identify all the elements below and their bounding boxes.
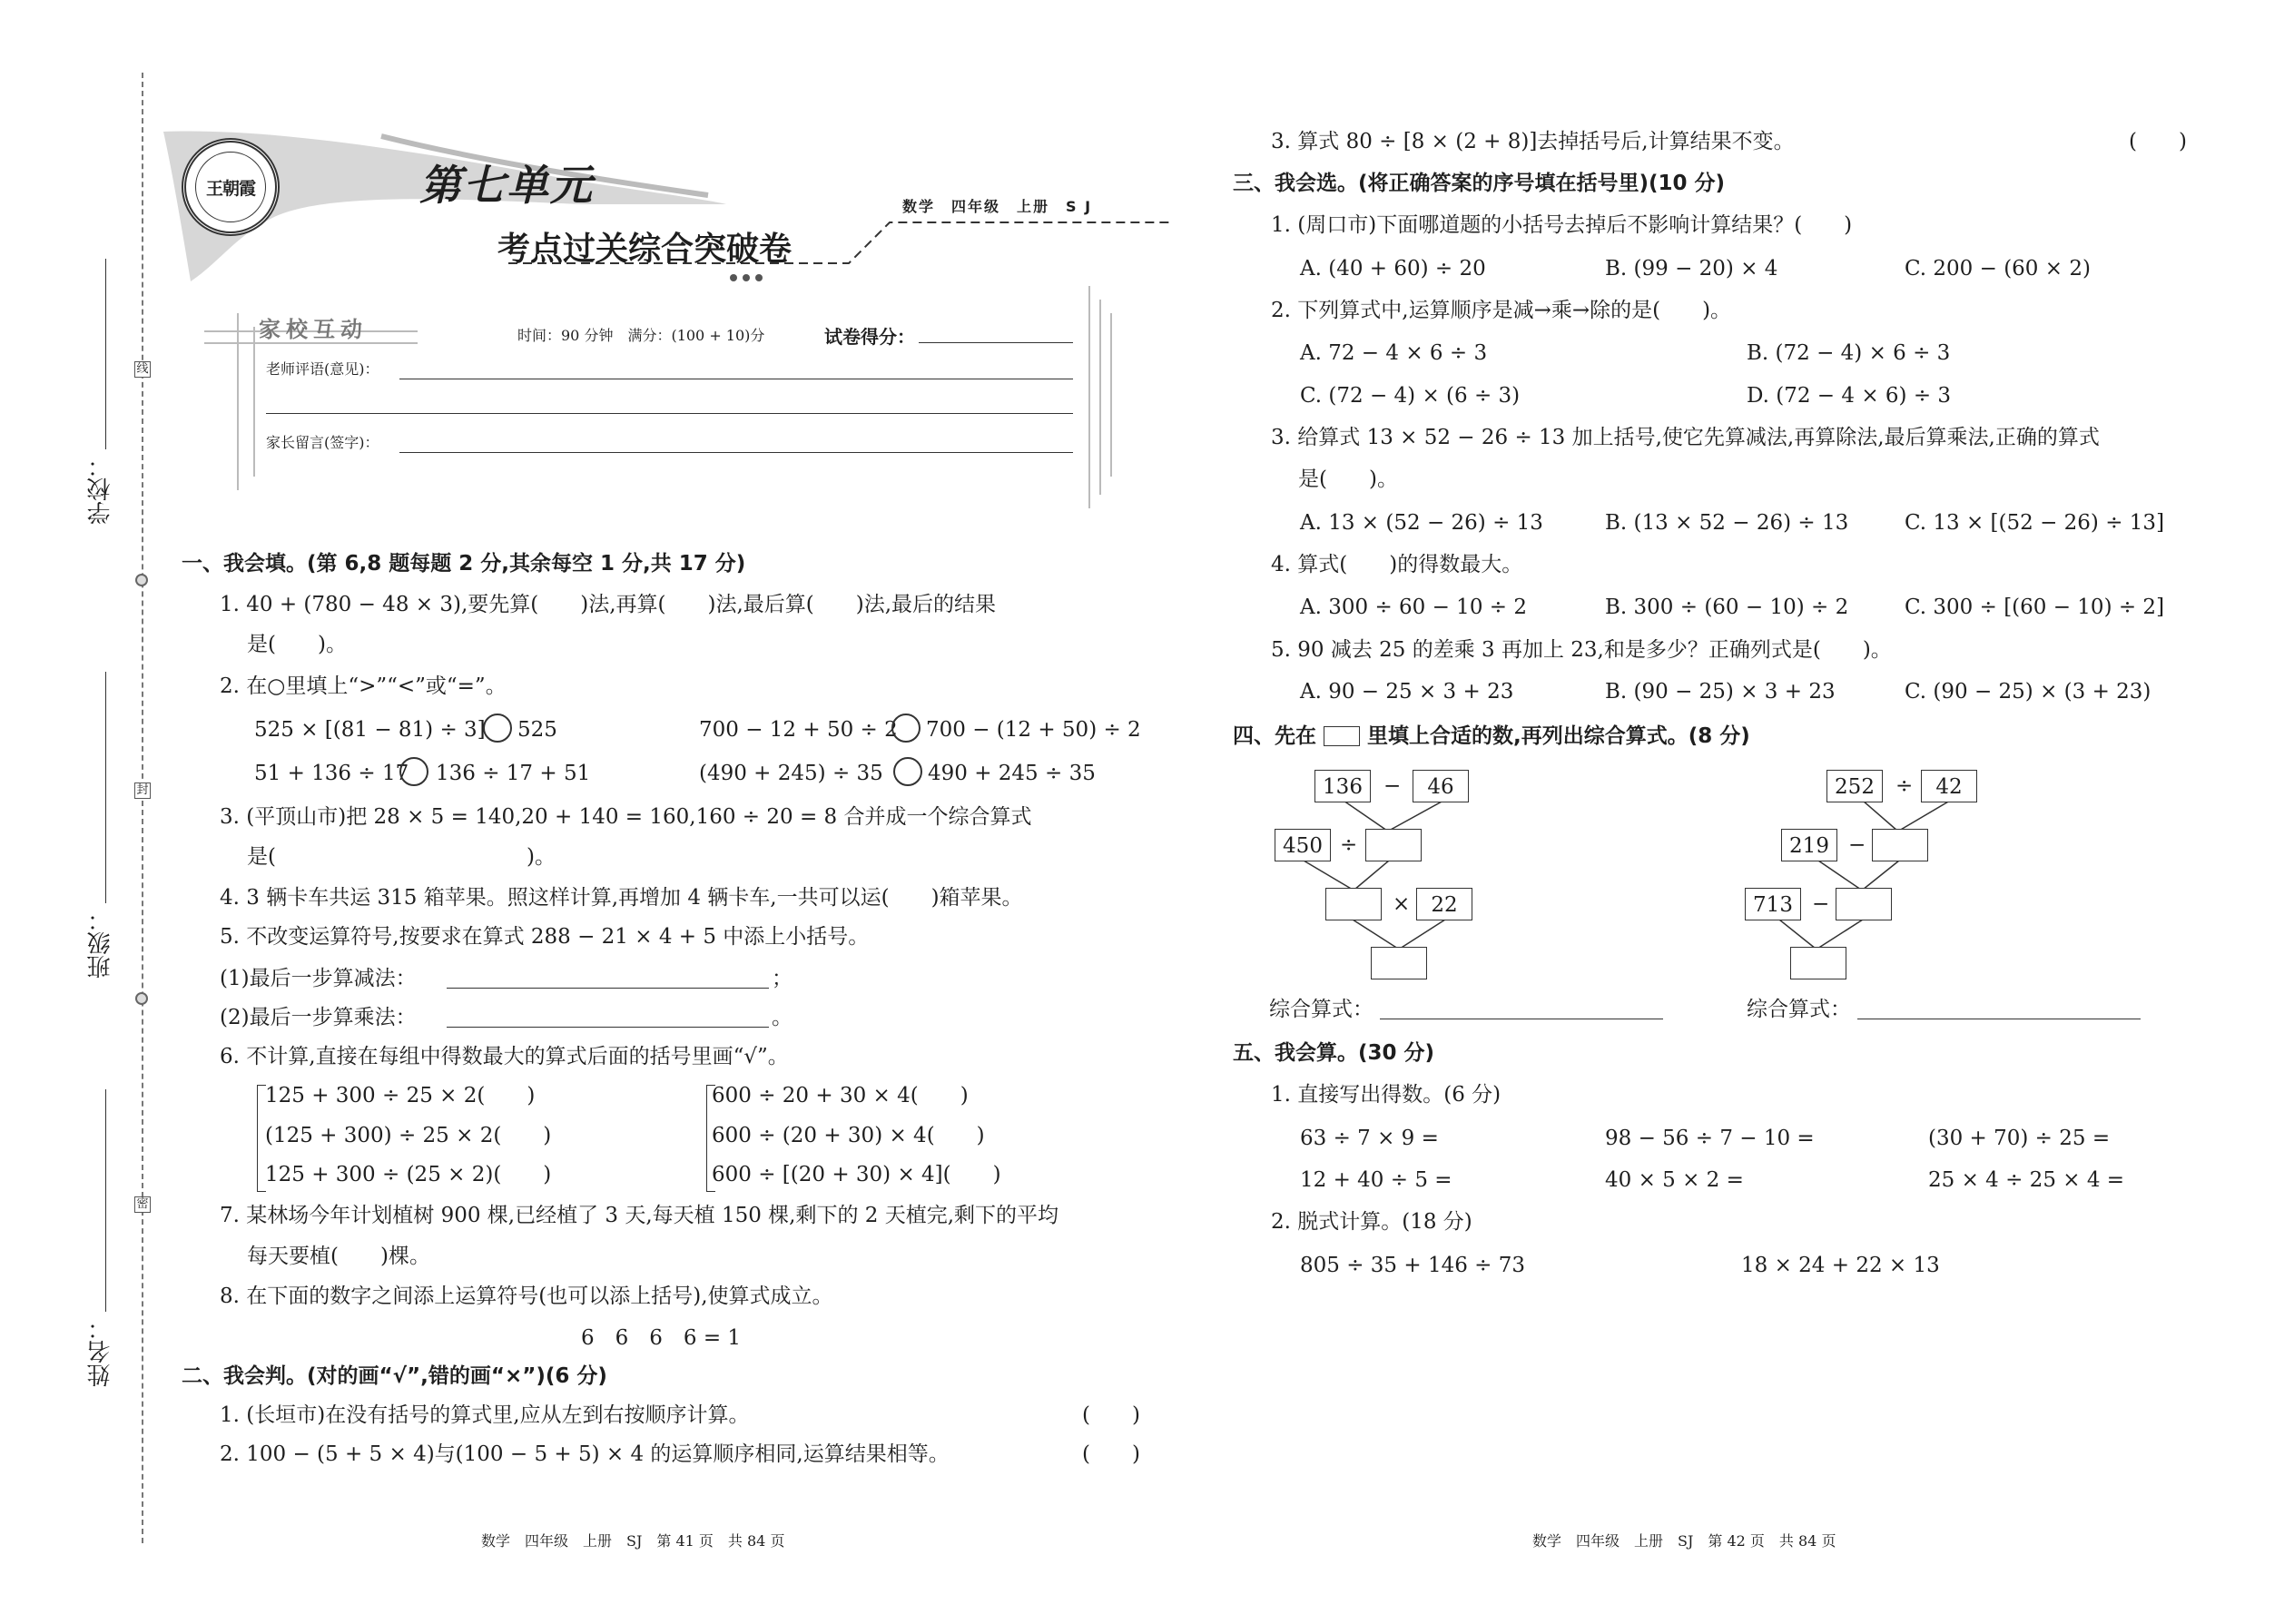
d2-blank-result[interactable] xyxy=(1790,947,1846,979)
j1-answer[interactable]: ( ) xyxy=(1082,1403,1140,1427)
j2-text: 2. 100 − (5 + 5 × 4)与(100 − 5 + 5) × 4 的运算顺序相同,运算结果相等。 xyxy=(220,1442,950,1466)
d2-op-divide: ÷ xyxy=(1895,774,1914,798)
seal-mark-seal: 封 xyxy=(134,782,151,799)
k1-item-2[interactable]: 98 − 56 ÷ 7 − 10 = xyxy=(1605,1127,1815,1150)
d1-blank-result[interactable] xyxy=(1371,947,1427,979)
parent-note-label: 家长留言(签字)： xyxy=(266,434,379,451)
class-label: 班级： xyxy=(87,908,114,979)
q6-prompt: 6. 不计算,直接在每组中得数最大的算式后面的括号里画“√”。 xyxy=(220,1045,789,1068)
c1-option-a[interactable]: A. (40 + 60) ÷ 20 xyxy=(1300,257,1486,281)
seal-mark-secret: 密 xyxy=(134,1196,151,1213)
d1-box-450: 450 xyxy=(1275,829,1331,861)
d1-blank-1[interactable] xyxy=(1365,829,1422,861)
k2-item-2[interactable]: 18 × 24 + 22 × 13 xyxy=(1741,1254,1940,1277)
c4-option-a[interactable]: A. 300 ÷ 60 − 10 ÷ 2 xyxy=(1300,595,1527,619)
q2-right-4: 490 + 245 ÷ 35 xyxy=(928,762,1096,785)
c5-text: 5. 90 减去 25 的差乘 3 再加上 23,和是多少？正确列式是( )。 xyxy=(1271,638,1892,662)
j3-answer[interactable]: ( ) xyxy=(2129,130,2187,153)
c3-option-b[interactable]: B. (13 × 52 − 26) ÷ 13 xyxy=(1605,511,1849,535)
d2-box-252: 252 xyxy=(1826,770,1883,802)
c1-text: 1. (周口市)下面哪道题的小括号去掉后不影响计算结果？( ) xyxy=(1271,213,1853,237)
home-school-badge: 家校互动 xyxy=(259,317,368,342)
q3-line-b: 是( )。 xyxy=(247,845,556,869)
q2-right-1: 525 xyxy=(517,718,557,742)
c3-line-b: 是( )。 xyxy=(1298,468,1398,491)
q6-a2: (125 + 300) ÷ 25 × 2( ) xyxy=(265,1124,552,1147)
q2-expr-4: (490 + 245) ÷ 35 xyxy=(699,762,883,785)
j1-text: 1. (长垣市)在没有括号的算式里,应从左到右按顺序计算。 xyxy=(220,1403,750,1427)
right-page-footer: 数学 四年级 上册 SJ 第 42 页 共 84 页 xyxy=(1532,1532,1836,1550)
d1-formula-label: 综合算式： xyxy=(1269,998,1373,1021)
q5: 5. 不改变运算符号,按要求在算式 288 − 21 × 4 + 5 中添上小括号。 xyxy=(220,925,870,949)
c4-option-c[interactable]: C. 300 ÷ [(60 − 10) ÷ 2] xyxy=(1905,595,2165,619)
j2-answer[interactable]: ( ) xyxy=(1082,1442,1140,1466)
school-label: 学校： xyxy=(87,454,114,525)
c2-option-b[interactable]: B. (72 − 4) × 6 ÷ 3 xyxy=(1747,341,1951,365)
q7-line-b: 每天要植( )棵。 xyxy=(247,1245,430,1268)
d1-op-divide: ÷ xyxy=(1340,833,1358,857)
q5-part-2: (2)最后一步算乘法： xyxy=(220,1006,417,1029)
d2-blank-1[interactable] xyxy=(1872,829,1928,861)
d2-box-42: 42 xyxy=(1921,770,1977,802)
d2-op-minus-2: − xyxy=(1812,892,1830,916)
k1-item-4[interactable]: 12 + 40 ÷ 5 = xyxy=(1300,1168,1452,1192)
d2-box-219: 219 xyxy=(1781,829,1837,861)
d1-box-46: 46 xyxy=(1413,770,1469,802)
q2-expr-2: 700 − 12 + 50 ÷ 2 xyxy=(699,718,898,742)
q2-right-2: 700 − (12 + 50) ÷ 2 xyxy=(926,718,1141,742)
q3-line-a: 3. (平顶山市)把 28 × 5 = 140,20 + 140 = 160,160 ÷ 20 = 8 合并成一个综合算式 xyxy=(220,805,1032,829)
c1-option-b[interactable]: B. (99 − 20) × 4 xyxy=(1605,257,1778,281)
section-2-title: 二、我会判。(对的画“√”,错的画“×”)(6 分) xyxy=(182,1364,607,1388)
j3-text: 3. 算式 80 ÷ [8 × (2 + 8)]去掉括号后,计算结果不变。 xyxy=(1271,130,1795,153)
d2-blank-2[interactable] xyxy=(1836,888,1892,920)
c4-text: 4. 算式( )的得数最大。 xyxy=(1271,553,1523,576)
q6-b3: 600 ÷ [(20 + 30) × 4]( ) xyxy=(712,1163,1001,1186)
d1-op-minus: − xyxy=(1383,774,1402,798)
d1-op-multiply: × xyxy=(1393,892,1411,916)
c4-option-b[interactable]: B. 300 ÷ (60 − 10) ÷ 2 xyxy=(1605,595,1849,619)
section-4-title-a: 四、先在 xyxy=(1233,724,1316,748)
seal-mark-line: 线 xyxy=(134,361,151,378)
c3-option-c[interactable]: C. 13 × [(52 − 26) ÷ 13] xyxy=(1905,511,2165,535)
c5-option-c[interactable]: C. (90 − 25) × (3 + 23) xyxy=(1905,680,2151,704)
q5-part-2-end: 。 xyxy=(772,1006,793,1029)
left-page-footer: 数学 四年级 上册 SJ 第 41 页 共 84 页 xyxy=(481,1532,785,1550)
c2-option-d[interactable]: D. (72 − 4 × 6) ÷ 3 xyxy=(1747,384,1952,408)
c2-option-a[interactable]: A. 72 − 4 × 6 ÷ 3 xyxy=(1300,341,1488,365)
q4: 4. 3 辆卡车共运 315 箱苹果。照这样计算,再增加 4 辆卡车,一共可以运( )箱苹果。 xyxy=(220,886,1023,910)
q1-line-a: 1. 40 + (780 − 48 × 3),要先算( )法,再算( )法,最后算( )法,最后的结果 xyxy=(220,593,997,616)
k1-item-3[interactable]: (30 + 70) ÷ 25 = xyxy=(1928,1127,2111,1150)
q7-line-a: 7. 某林场今年计划植树 900 棵,已经植了 3 天,每天植 150 棵,剩下的 2 天植完,剩下的平均 xyxy=(220,1204,1059,1227)
teacher-comment-label: 老师评语(意见)： xyxy=(266,360,379,378)
q2-expr-1: 525 × [(81 − 81) ÷ 3] xyxy=(254,718,486,742)
c2-option-c[interactable]: C. (72 − 4) × (6 ÷ 3) xyxy=(1300,384,1521,408)
section-4-title-b: 里填上合适的数,再列出综合算式。(8 分) xyxy=(1367,724,1750,748)
d2-formula-label: 综合算式： xyxy=(1747,998,1851,1021)
d2-op-minus: − xyxy=(1848,833,1866,857)
q5-part-1: (1)最后一步算减法： xyxy=(220,967,417,990)
q8-prompt: 8. 在下面的数字之间添上运算符号(也可以添上括号),使算式成立。 xyxy=(220,1284,833,1308)
k1-item-1[interactable]: 63 ÷ 7 × 9 = xyxy=(1300,1127,1439,1150)
d1-box-136: 136 xyxy=(1314,770,1371,802)
q2-prompt: 2. 在○里填上“>”“<”或“=”。 xyxy=(220,674,507,698)
q8-expression[interactable]: 6 6 6 6 = 1 xyxy=(581,1326,742,1350)
q2-right-3: 136 ÷ 17 + 51 xyxy=(436,762,591,785)
info-tag: 数学 四年级 上册 S J xyxy=(902,198,1093,215)
q2-expr-3: 51 + 136 ÷ 17 xyxy=(254,762,409,785)
q1-line-b: 是( )。 xyxy=(247,633,347,656)
d1-blank-2[interactable] xyxy=(1325,888,1382,920)
c5-option-a[interactable]: A. 90 − 25 × 3 + 23 xyxy=(1300,680,1514,704)
section-3-title: 三、我会选。(将正确答案的序号填在括号里)(10 分) xyxy=(1233,172,1726,195)
k2-item-1[interactable]: 805 ÷ 35 + 146 ÷ 73 xyxy=(1300,1254,1526,1277)
name-label: 姓名： xyxy=(87,1316,114,1387)
q6-a1: 125 + 300 ÷ 25 × 2( ) xyxy=(265,1084,536,1107)
c1-option-c[interactable]: C. 200 − (60 × 2) xyxy=(1905,257,2091,281)
q6-b1: 600 ÷ 20 + 30 × 4( ) xyxy=(712,1084,969,1107)
c3-option-a[interactable]: A. 13 × (52 − 26) ÷ 13 xyxy=(1300,511,1543,535)
q5-part-1-end: ； xyxy=(772,967,793,990)
q6-a3: 125 + 300 ÷ (25 × 2)( ) xyxy=(265,1163,552,1186)
section-5-title: 五、我会算。(30 分) xyxy=(1233,1041,1435,1065)
k2-prompt: 2. 脱式计算。(18 分) xyxy=(1271,1210,1472,1234)
c3-line-a: 3. 给算式 13 × 52 − 26 ÷ 13 加上括号,使它先算减法,再算除法,最后算乘法,正确的算式 xyxy=(1271,426,2100,449)
section-1-title: 一、我会填。(第 6,8 题每题 2 分,其余每空 1 分,共 17 分) xyxy=(182,552,746,576)
score-label: 试卷得分： xyxy=(824,326,915,348)
k1-item-5[interactable]: 40 × 5 × 2 = xyxy=(1605,1168,1744,1192)
d1-box-22: 22 xyxy=(1416,888,1472,920)
paper-subtitle: 考点过关综合突破卷 xyxy=(497,230,793,268)
c2-text: 2. 下列算式中,运算顺序是减→乘→除的是( )。 xyxy=(1271,299,1732,322)
time-info: 时间：90 分钟 满分：(100 + 10)分 xyxy=(517,327,765,344)
logo-text: 王朝霞 xyxy=(205,178,255,199)
c5-option-b[interactable]: B. (90 − 25) × 3 + 23 xyxy=(1605,680,1836,704)
unit-title: 第七单元 xyxy=(419,161,594,210)
d2-box-713: 713 xyxy=(1745,888,1801,920)
k1-prompt: 1. 直接写出得数。(6 分) xyxy=(1271,1083,1501,1107)
q6-b2: 600 ÷ (20 + 30) × 4( ) xyxy=(712,1124,985,1147)
k1-item-6[interactable]: 25 × 4 ÷ 25 × 4 = xyxy=(1928,1168,2125,1192)
